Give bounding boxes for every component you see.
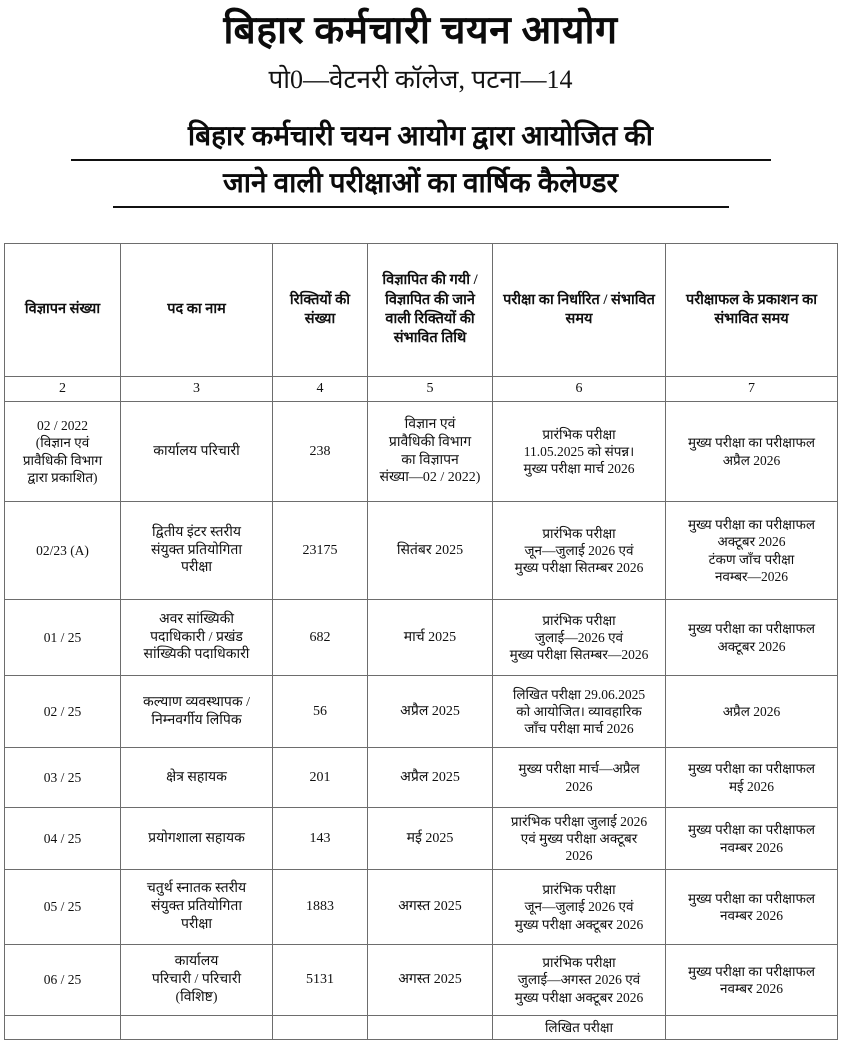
table-row — [5, 1016, 838, 1040]
cell-post-name: क्षेत्र सहायक — [121, 748, 273, 808]
cell-post-name: कार्यालय परिचारी / परिचारी (विशिष्ट) — [121, 945, 273, 1016]
cell-advertisement-number: 03 / 25 — [5, 748, 121, 808]
cell-vacancy-count: 5131 — [273, 945, 368, 1016]
cell-result-time: मुख्य परीक्षा का परीक्षाफल अक्टूबर 2026 टंकण जाँच परीक्षा नवम्बर—2026 — [666, 502, 838, 600]
document-subject — [71, 117, 771, 208]
column-header-vacancy-count: रिक्तियों की संख्या — [273, 244, 368, 377]
cell-result-time: अप्रैल 2026 — [666, 676, 838, 748]
cell-post-name: द्वितीय इंटर स्तरीय संयुक्त प्रतियोगिता परीक्षा — [121, 502, 273, 600]
cell-advertisement-date: विज्ञान एवं प्रावैधिकी विभाग का विज्ञापन संख्या—02 / 2022) — [368, 402, 493, 502]
organization-address: पो0—वेटनरी कॉलेज, पटना—14 — [268, 65, 573, 95]
table-header — [5, 244, 838, 402]
cell-exam-time: प्रारंभिक परीक्षा जुलाई—अगस्त 2026 एवं मुख्य परीक्षा अक्टूबर 2026 — [493, 945, 666, 1016]
cell-post-name — [121, 1016, 273, 1040]
cell-result-time: मुख्य परीक्षा का परीक्षाफल मई 2026 — [666, 748, 838, 808]
cell-post-name: चतुर्थ स्नातक स्तरीय संयुक्त प्रतियोगिता परीक्षा — [121, 870, 273, 945]
cell-exam-time: लिखित परीक्षा 29.06.2025 को आयोजित। व्यावहारिक जाँच परीक्षा मार्च 2026 — [493, 676, 666, 748]
cell-vacancy-count: 238 — [273, 402, 368, 502]
column-header-post-name: पद का नाम — [121, 244, 273, 377]
cell-vacancy-count: 201 — [273, 748, 368, 808]
table-row — [5, 600, 838, 676]
table-row — [5, 870, 838, 945]
cell-result-time: मुख्य परीक्षा का परीक्षाफल अक्टूबर 2026 — [666, 600, 838, 676]
cell-advertisement-number: 02/23 (A) — [5, 502, 121, 600]
subject-line-2: जाने वाली परीक्षाओं का वार्षिक कैलेण्डर — [113, 161, 729, 208]
table-row — [5, 676, 838, 748]
cell-advertisement-number — [5, 1016, 121, 1040]
column-number-row — [5, 377, 838, 402]
cell-exam-time: प्रारंभिक परीक्षा जुलाई—2026 एवं मुख्य परीक्षा सितम्बर—2026 — [493, 600, 666, 676]
cell-exam-time: प्रारंभिक परीक्षा जून—जुलाई 2026 एवं मुख्य परीक्षा अक्टूबर 2026 — [493, 870, 666, 945]
annual-calendar-table — [4, 243, 838, 1040]
table-row — [5, 502, 838, 600]
cell-post-name: प्रयोगशाला सहायक — [121, 808, 273, 870]
cell-advertisement-number: 06 / 25 — [5, 945, 121, 1016]
organization-title: बिहार कर्मचारी चयन आयोग — [223, 9, 618, 52]
cell-vacancy-count — [273, 1016, 368, 1040]
cell-advertisement-date: अप्रैल 2025 — [368, 676, 493, 748]
cell-exam-time: मुख्य परीक्षा मार्च—अप्रैल 2026 — [493, 748, 666, 808]
table-row — [5, 808, 838, 870]
column-number-2: 2 — [5, 377, 121, 402]
cell-advertisement-number: 01 / 25 — [5, 600, 121, 676]
cell-result-time: मुख्य परीक्षा का परीक्षाफल नवम्बर 2026 — [666, 945, 838, 1016]
cell-exam-time: प्रारंभिक परीक्षा जुलाई 2026 एवं मुख्य परीक्षा अक्टूबर 2026 — [493, 808, 666, 870]
column-number-3: 3 — [121, 377, 273, 402]
column-number-6: 6 — [493, 377, 666, 402]
column-number-4: 4 — [273, 377, 368, 402]
cell-advertisement-number: 02 / 2022 (विज्ञान एवं प्रावैधिकी विभाग द्वारा प्रकाशित) — [5, 402, 121, 502]
cell-result-time: मुख्य परीक्षा का परीक्षाफल अप्रैल 2026 — [666, 402, 838, 502]
cell-post-name: कार्यालय परिचारी — [121, 402, 273, 502]
column-header-exam-time: परीक्षा का निर्धारित / संभावित समय — [493, 244, 666, 377]
cell-exam-time: प्रारंभिक परीक्षा जून—जुलाई 2026 एवं मुख्य परीक्षा सितम्बर 2026 — [493, 502, 666, 600]
cell-post-name: कल्याण व्यवस्थापक / निम्नवर्गीय लिपिक — [121, 676, 273, 748]
table-row — [5, 945, 838, 1016]
cell-advertisement-number: 02 / 25 — [5, 676, 121, 748]
column-number-5: 5 — [368, 377, 493, 402]
cell-vacancy-count: 23175 — [273, 502, 368, 600]
column-header-advertisement-date: विज्ञापित की गयी / विज्ञापित की जाने वाली रिक्तियों की संभावित तिथि — [368, 244, 493, 377]
cell-exam-time: लिखित परीक्षा — [493, 1016, 666, 1040]
cell-advertisement-date: सितंबर 2025 — [368, 502, 493, 600]
cell-exam-time: प्रारंभिक परीक्षा 11.05.2025 को संपन्न। मुख्य परीक्षा मार्च 2026 — [493, 402, 666, 502]
calendar-table-container — [4, 243, 837, 1040]
cell-advertisement-number: 05 / 25 — [5, 870, 121, 945]
column-header-result-time: परीक्षाफल के प्रकाशन का संभावित समय — [666, 244, 838, 377]
cell-vacancy-count: 143 — [273, 808, 368, 870]
column-header-advertisement-number: विज्ञापन संख्या — [5, 244, 121, 377]
cell-advertisement-date: अगस्त 2025 — [368, 945, 493, 1016]
cell-result-time — [666, 1016, 838, 1040]
cell-vacancy-count: 682 — [273, 600, 368, 676]
cell-advertisement-date: मई 2025 — [368, 808, 493, 870]
cell-advertisement-date: मार्च 2025 — [368, 600, 493, 676]
table-row — [5, 402, 838, 502]
subject-line-1: बिहार कर्मचारी चयन आयोग द्वारा आयोजित की — [71, 117, 771, 161]
cell-advertisement-date: अप्रैल 2025 — [368, 748, 493, 808]
cell-advertisement-date — [368, 1016, 493, 1040]
cell-vacancy-count: 1883 — [273, 870, 368, 945]
table-header-row — [5, 244, 838, 377]
cell-advertisement-number: 04 / 25 — [5, 808, 121, 870]
document-header — [0, 0, 841, 208]
cell-vacancy-count: 56 — [273, 676, 368, 748]
column-number-7: 7 — [666, 377, 838, 402]
cell-result-time: मुख्य परीक्षा का परीक्षाफल नवम्बर 2026 — [666, 870, 838, 945]
cell-result-time: मुख्य परीक्षा का परीक्षाफल नवम्बर 2026 — [666, 808, 838, 870]
table-row — [5, 748, 838, 808]
cell-post-name: अवर सांख्यिकी पदाधिकारी / प्रखंड सांख्यिकी पदाधिकारी — [121, 600, 273, 676]
table-body — [5, 402, 838, 1040]
cell-advertisement-date: अगस्त 2025 — [368, 870, 493, 945]
